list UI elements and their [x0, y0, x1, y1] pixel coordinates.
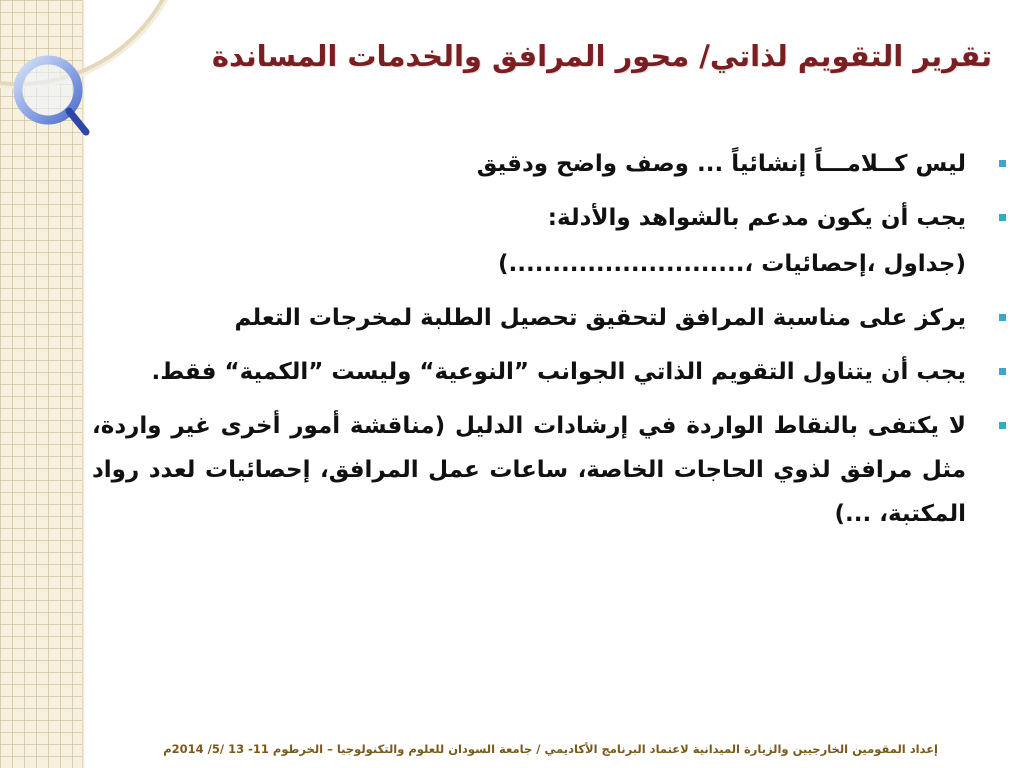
- bullet-item: [92, 196, 966, 240]
- bullet-square-icon: [999, 314, 1006, 321]
- slide-content: [92, 142, 966, 536]
- bullet-item: [92, 142, 966, 186]
- bullet-item: [92, 296, 966, 340]
- bullet-square-icon: [999, 422, 1006, 429]
- bullet-text: ليس كــلامـــاً إنشائياً ... وصف واضح ودقيق: [476, 151, 966, 177]
- bullet-text: لا يكتفى بالنقاط الواردة في إرشادات الدليل (مناقشة أمور أخرى غير واردة، مثل مرافق لذوي الحاجات الخاصة، ساعات عمل المرافق، إحصائيات لعدد رواد المكتبة، ...): [92, 413, 966, 527]
- bullet-square-icon: [999, 368, 1006, 375]
- bullet-square-icon: [999, 214, 1006, 221]
- bullet-text: يجب أن يتناول التقويم الذاتي الجوانب ”النوعية“ وليست ”الكمية“ فقط.: [151, 359, 966, 385]
- slide-title: تقرير التقويم لذاتي/ محور المرافق والخدمات المساندة: [211, 39, 992, 73]
- magnifier-q-icon: [6, 48, 106, 148]
- slide-footer: إعداد المقومين الخارجيين والزيارة الميدانية لاعتماد البرنامج الأكاديمي / جامعة السودان للعلوم والتكنولوجيا – الخرطوم 11- 13 /5/ 2014م: [163, 742, 938, 756]
- bullet-text: يجب أن يكون مدعم بالشواهد والأدلة:: [547, 205, 966, 231]
- bullet-text: يركز على مناسبة المرافق لتحقيق تحصيل الطلبة لمخرجات التعلم: [234, 305, 966, 331]
- bullet-item: [92, 350, 966, 394]
- sub-line-text: (جداول ،إحصائيات ،...........................): [498, 251, 966, 277]
- bullet-square-icon: [999, 160, 1006, 167]
- sub-line: [92, 242, 966, 286]
- bullet-item: [92, 404, 966, 536]
